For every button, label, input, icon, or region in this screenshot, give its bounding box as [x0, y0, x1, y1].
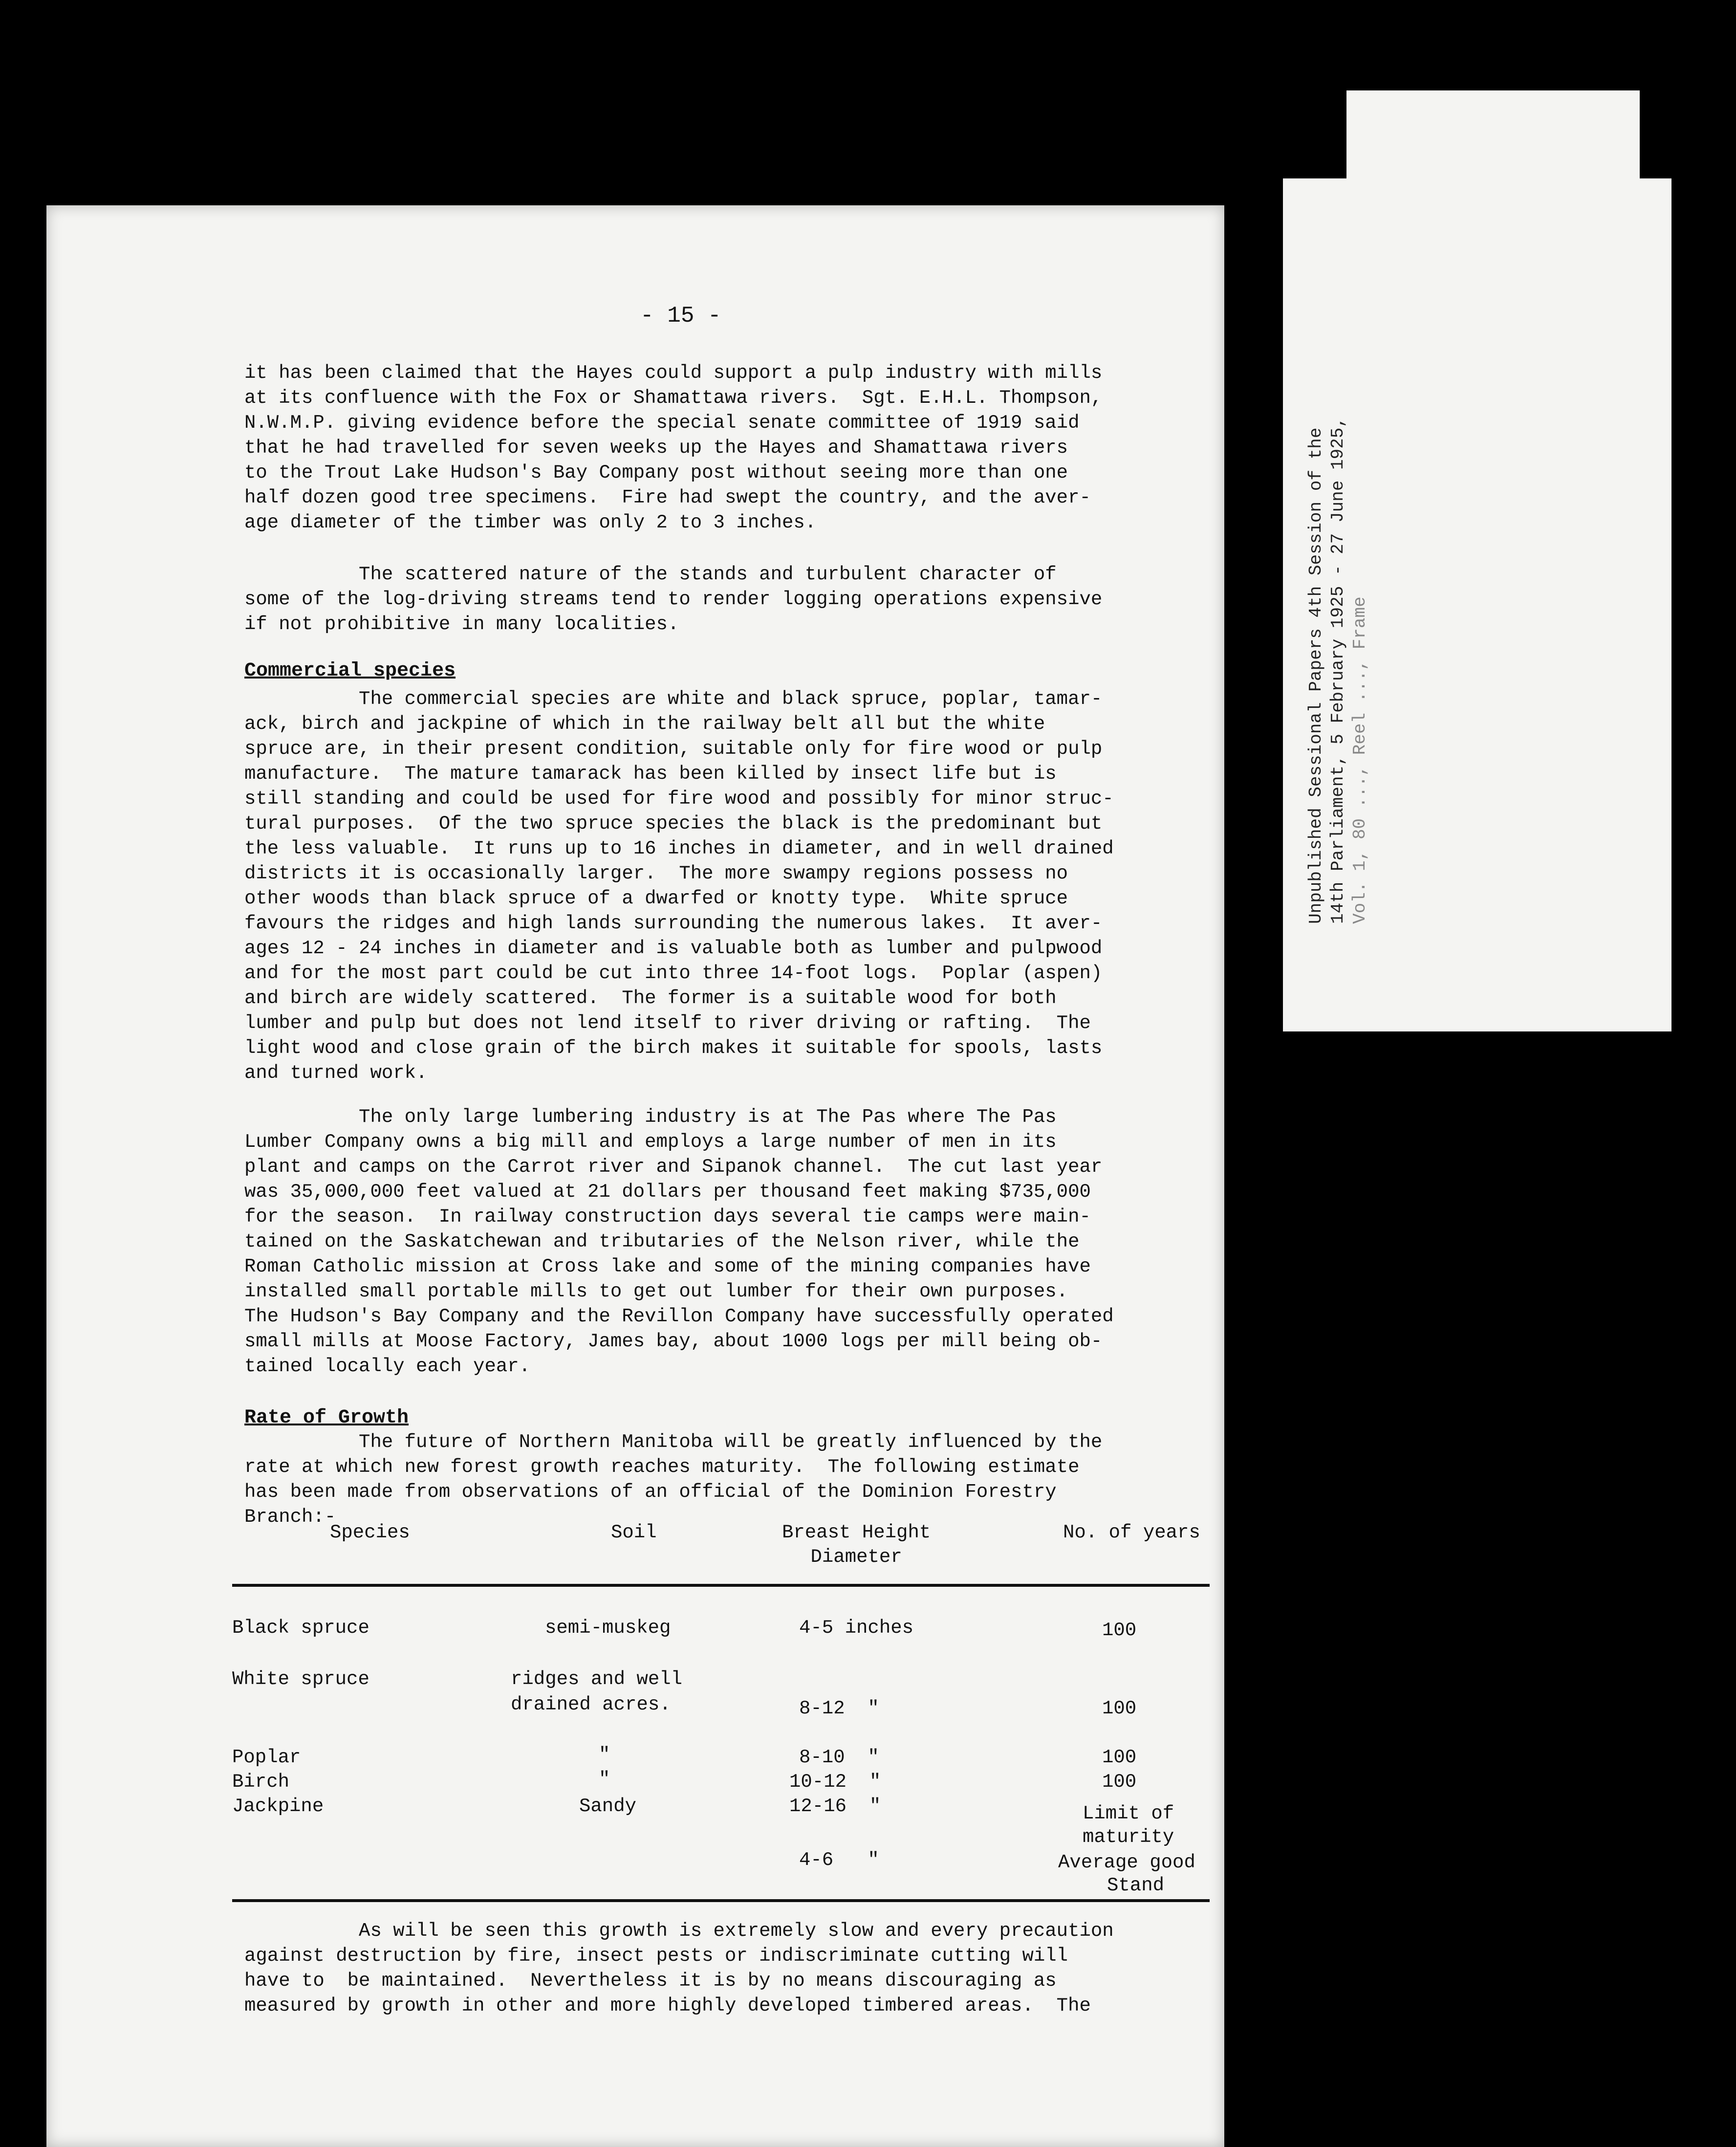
table-cell-years: 100: [1102, 1771, 1137, 1793]
text-line: light wood and close grain of the birch makes it suitable for spools, lasts: [244, 1037, 1103, 1059]
text-line: installed small portable mills to get out lumber for their own purposes.: [244, 1281, 1068, 1302]
column-header-years: No. of years: [1063, 1522, 1200, 1543]
text-line: N.W.M.P. giving evidence before the special senate committee of 1919 said: [244, 412, 1080, 434]
text-line: half dozen good tree specimens. Fire had swept the country, and the aver-: [244, 487, 1091, 508]
table-cell-diameter: 4-5 inches: [799, 1617, 914, 1639]
table-cell-diameter: 8-12 ": [799, 1698, 879, 1719]
paragraph-lumbering-industry: [244, 1105, 1227, 1379]
text-line: Branch:-: [244, 1506, 336, 1528]
text-line: As will be seen this growth is extremely slow and every precaution: [244, 1920, 1114, 1942]
text-line: The Hudson's Bay Company and the Revillon Company have successfully operated: [244, 1306, 1114, 1327]
archive-label-line: Vol. 1, 80 ..., Reel ..., Frame: [1350, 596, 1370, 924]
text-line: if not prohibitive in many localities.: [244, 613, 679, 635]
column-header-soil: Soil: [611, 1522, 657, 1543]
table-cell-diameter: 12-16 ": [789, 1796, 881, 1817]
table-cell-diameter: 10-12 ": [789, 1771, 881, 1793]
text-line: other woods than black spruce of a dwarfed or knotty type. White spruce: [244, 888, 1068, 909]
text-line: has been made from observations of an official of the Dominion Forestry: [244, 1481, 1057, 1503]
column-header-diameter-line-2: Diameter: [810, 1546, 902, 1568]
table-cell-species: Birch: [232, 1771, 290, 1793]
table-cell-years: maturity: [1083, 1826, 1174, 1848]
text-line: and turned work.: [244, 1062, 428, 1084]
column-header-species: Species: [330, 1522, 410, 1543]
table-cell-years: Limit of: [1083, 1803, 1174, 1824]
text-line: that he had travelled for seven weeks up the Hayes and Shamattawa rivers: [244, 437, 1068, 459]
text-line: tural purposes. Of the two spruce species the black is the predominant but: [244, 813, 1103, 834]
text-line: favours the ridges and high lands surrounding the numerous lakes. It aver-: [244, 913, 1103, 934]
text-line: against destruction by fire, insect pests or indiscriminate cutting will: [244, 1945, 1068, 1967]
table-cell-years: Stand: [1107, 1875, 1165, 1896]
text-line: small mills at Moose Factory, James bay, about 1000 logs per mill being ob-: [244, 1331, 1103, 1352]
text-line: it has been claimed that the Hayes could support a pulp industry with mills: [244, 362, 1103, 384]
text-line: for the season. In railway construction days several tie camps were main-: [244, 1206, 1091, 1227]
text-line: age diameter of the timber was only 2 to 3 inches.: [244, 512, 817, 533]
table-cell-soil: ": [599, 1769, 610, 1790]
text-line: measured by growth in other and more highly developed timbered areas. The: [244, 1995, 1091, 2016]
text-line: rate at which new forest growth reaches maturity. The following estimate: [244, 1456, 1080, 1478]
text-line: have to be maintained. Nevertheless it is by no means discouraging as: [244, 1970, 1057, 1992]
column-header-diameter-line-1: Breast Height: [782, 1522, 931, 1543]
text-line: The scattered nature of the stands and turbulent character of: [244, 564, 1057, 585]
text-line: Lumber Company owns a big mill and employs a large number of men in its: [244, 1131, 1057, 1153]
text-line: some of the log-driving streams tend to render logging operations expensive: [244, 589, 1103, 610]
table-cell-years: 100: [1102, 1620, 1137, 1641]
page-number: - 15 -: [640, 303, 721, 329]
text-line: and for the most part could be cut into three 14-foot logs. Poplar (aspen): [244, 963, 1103, 984]
text-line: at its confluence with the Fox or Shamattawa rivers. Sgt. E.H.L. Thompson,: [244, 387, 1103, 409]
text-line: manufacture. The mature tamarack has been killed by insect life but is: [244, 763, 1057, 785]
text-line: tained on the Saskatchewan and tributaries of the Nelson river, while the: [244, 1231, 1080, 1252]
text-line: spruce are, in their present condition, suitable only for fire wood or pulp: [244, 738, 1103, 760]
table-cell-species: Jackpine: [232, 1796, 324, 1817]
text-line: ages 12 - 24 inches in diameter and is valuable both as lumber and pulpwood: [244, 938, 1103, 959]
text-line: districts it is occasionally larger. The more swampy regions possess no: [244, 863, 1068, 884]
table-top-rule: [232, 1584, 1210, 1587]
archive-label-line: 14th Parliament, 5 February 1925 - 27 June 1925,: [1328, 417, 1348, 924]
archive-label-text: [1305, 191, 1371, 924]
paragraph-commercial-species: [244, 687, 1227, 1086]
text-line: the less valuable. It runs up to 16 inches in diameter, and in well drained: [244, 838, 1114, 859]
text-line: Roman Catholic mission at Cross lake and some of the mining companies have: [244, 1256, 1091, 1277]
table-cell-species: Poplar: [232, 1747, 301, 1768]
paragraph-growth-conclusion: [244, 1919, 1227, 2018]
column-header-diameter: [782, 1520, 931, 1569]
table-cell-years: 100: [1102, 1747, 1137, 1768]
text-line: lumber and pulp but does not lend itself to river driving or rafting. The: [244, 1012, 1091, 1034]
text-line: to the Trout Lake Hudson's Bay Company post without seeing more than one: [244, 462, 1068, 483]
table-cell-years: 100: [1102, 1698, 1137, 1719]
table-bottom-rule: [232, 1899, 1210, 1902]
text-line: still standing and could be used for fire wood and possibly for minor struc-: [244, 788, 1114, 810]
table-cell-soil: Sandy: [579, 1796, 637, 1817]
heading-rate-of-growth: Rate of Growth: [244, 1407, 409, 1429]
table-cell-soil: ": [599, 1744, 610, 1766]
text-line: The future of Northern Manitoba will be greatly influenced by the: [244, 1431, 1103, 1453]
table-cell-soil: drained acres.: [511, 1694, 671, 1715]
text-line: was 35,000,000 feet valued at 21 dollars per thousand feet making $735,000: [244, 1181, 1091, 1203]
text-line: The only large lumbering industry is at The Pas where The Pas: [244, 1106, 1057, 1128]
heading-commercial-species: Commercial species: [244, 660, 456, 682]
archive-label-line: Unpublished Sessional Papers 4th Session of the: [1306, 427, 1326, 924]
table-cell-species: Black spruce: [232, 1617, 369, 1639]
table-cell-diameter: 8-10 ": [799, 1747, 879, 1768]
paragraph-hayes-river: [244, 361, 1227, 535]
table-cell-soil: ridges and well: [511, 1668, 683, 1690]
table-cell-diameter: 4-6 ": [799, 1849, 879, 1871]
text-line: The commercial species are white and black spruce, poplar, tamar-: [244, 688, 1103, 710]
document-page: [46, 205, 1224, 2147]
text-line: and birch are widely scattered. The former is a suitable wood for both: [244, 987, 1057, 1009]
paragraph-rate-of-growth: [244, 1430, 1227, 1530]
text-line: plant and camps on the Carrot river and Sipanok channel. The cut last year: [244, 1156, 1103, 1178]
text-line: ack, birch and jackpine of which in the railway belt all but the white: [244, 713, 1045, 735]
text-line: tained locally each year.: [244, 1356, 531, 1377]
table-cell-soil: semi-muskeg: [545, 1617, 671, 1639]
paragraph-scattered-stands: [244, 562, 1227, 637]
table-cell-species: White spruce: [232, 1668, 369, 1690]
table-cell-years: Average good: [1058, 1852, 1195, 1873]
